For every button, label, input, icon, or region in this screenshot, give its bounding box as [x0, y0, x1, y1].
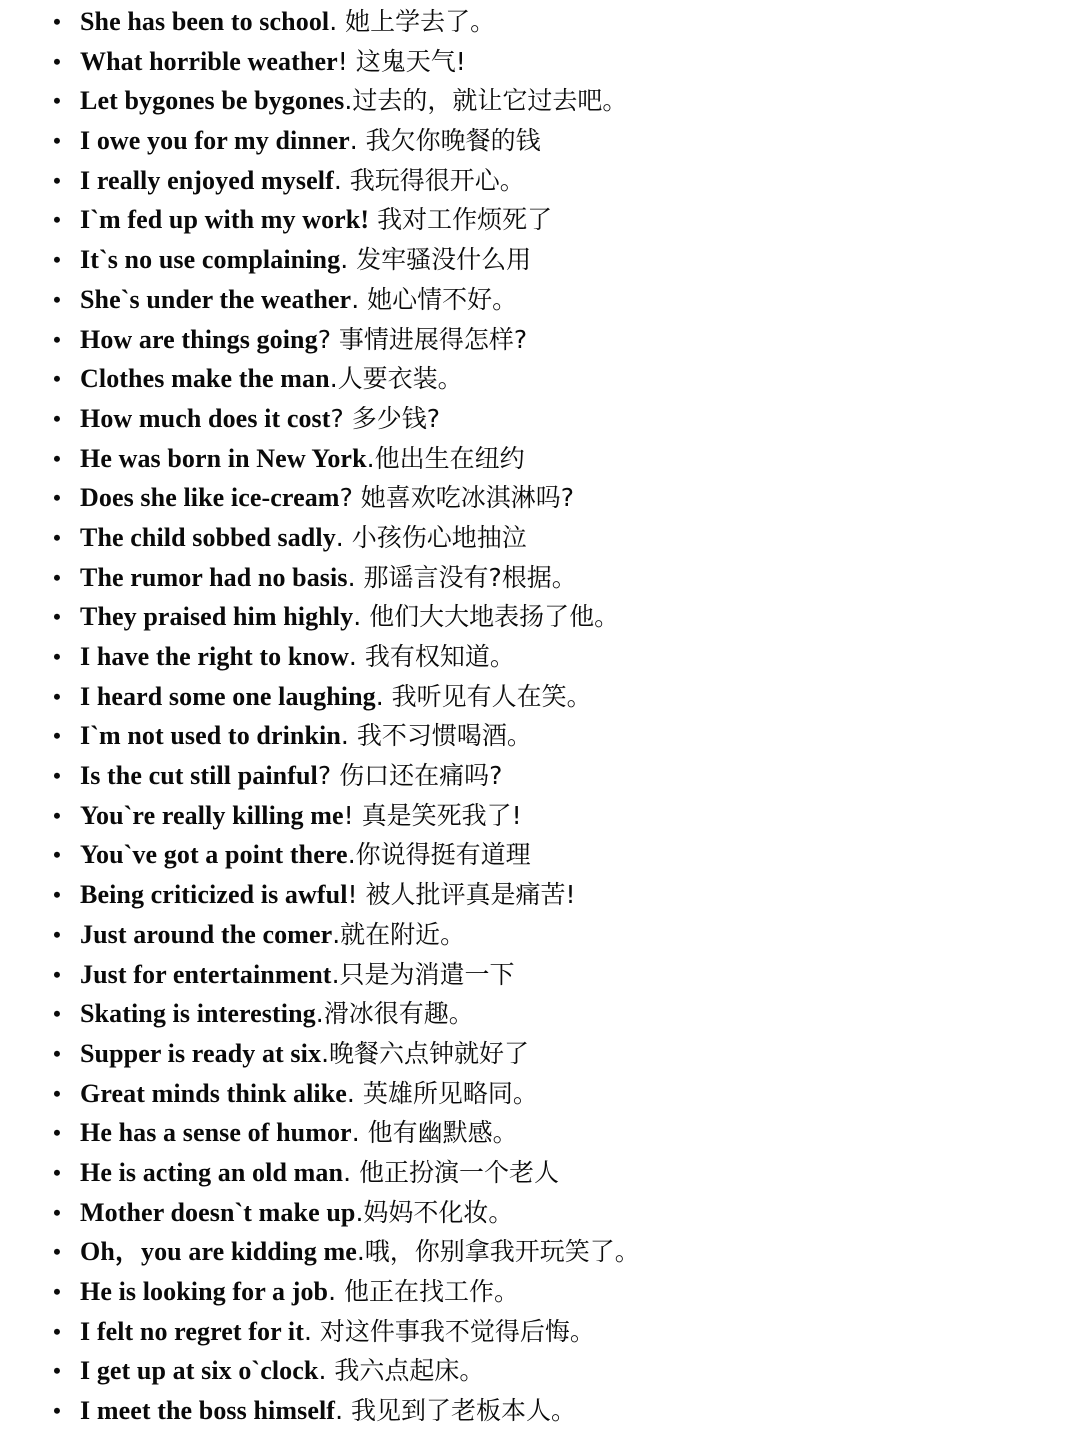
phrase-line [80, 1312, 595, 1352]
chinese-translation: .晚餐六点钟就好了 [321, 1038, 530, 1068]
bullet-icon: • [53, 247, 61, 273]
chinese-translation: . 我六点起床。 [318, 1356, 485, 1386]
phrase-line [80, 359, 463, 399]
phrase-item [0, 637, 1080, 677]
english-phrase: Does she like ice-cream [80, 483, 340, 513]
english-phrase: I felt no regret for it [80, 1316, 304, 1346]
phrase-line [80, 2, 495, 42]
chinese-translation: .他出生在纽约 [366, 443, 525, 473]
phrase-line [80, 637, 515, 677]
bullet-icon: • [53, 763, 61, 789]
phrase-item [0, 478, 1080, 518]
phrase-item [0, 1351, 1080, 1391]
phrase-line [80, 518, 527, 558]
chinese-translation: . 她心情不好。 [351, 284, 518, 314]
english-phrase: She`s under the weather [80, 284, 352, 314]
bullet-icon: • [53, 1358, 61, 1384]
chinese-translation: . 小孩伤心地抽泣 [335, 522, 527, 552]
chinese-translation: .你说得挺有道理 [347, 840, 531, 870]
phrase-item [0, 240, 1080, 280]
bullet-icon: • [53, 1120, 61, 1146]
bullet-icon: • [53, 286, 61, 312]
bullet-icon: • [53, 1040, 61, 1066]
bullet-icon: • [53, 921, 61, 947]
bullet-icon: • [53, 445, 61, 471]
phrase-item [0, 200, 1080, 240]
english-phrase: The child sobbed sadly [80, 522, 336, 552]
chinese-translation: .妈妈不化妆。 [355, 1197, 514, 1227]
english-phrase: He is looking for a job [80, 1277, 329, 1306]
chinese-translation: ? 多少钱? [330, 403, 441, 433]
chinese-translation: . 我玩得很开心。 [333, 165, 525, 195]
chinese-translation: .滑冰很有趣。 [315, 999, 474, 1029]
english-phrase: She has been to school [80, 7, 330, 36]
chinese-translation: .人要衣装。 [329, 364, 463, 394]
chinese-translation: . 我不习惯喝酒。 [340, 721, 532, 751]
english-phrase: I meet the boss himself [80, 1396, 336, 1426]
phrase-item [0, 518, 1080, 558]
chinese-translation: ? 她喜欢吃冰淇淋吗? [339, 483, 575, 513]
phrase-item [0, 875, 1080, 915]
phrase-line [80, 756, 502, 796]
bullet-icon: • [53, 1239, 61, 1265]
phrase-line [80, 1153, 559, 1193]
english-phrase: You`re really killing me [80, 800, 344, 830]
english-phrase: It`s no use complaining [80, 245, 341, 275]
bullet-icon: • [53, 644, 61, 669]
bullet-icon: • [53, 326, 61, 352]
english-phrase: Is the cut still painful [80, 761, 318, 791]
bullet-icon: • [53, 366, 61, 392]
english-phrase: You`ve got a point there [80, 840, 348, 870]
chinese-translation: . 她上学去了。 [329, 7, 496, 36]
bullet-icon: • [53, 1080, 61, 1106]
phrase-item [0, 359, 1080, 399]
phrase-line [80, 1193, 513, 1233]
chinese-translation: . 我有权知道。 [348, 642, 515, 671]
chinese-translation: . 发牢骚没什么用 [340, 245, 532, 275]
phrase-line [80, 399, 440, 439]
phrase-line [80, 1074, 538, 1114]
phrase-line [80, 1034, 529, 1074]
phrase-item [0, 994, 1080, 1034]
phrase-item [0, 2, 1080, 42]
english-phrase: I have the right to know [80, 642, 349, 671]
bullet-icon: • [53, 882, 61, 908]
phrase-item [0, 915, 1080, 955]
bullet-icon: • [53, 9, 61, 34]
bullet-icon: • [53, 961, 61, 987]
english-phrase: Mother doesn`t make up [80, 1197, 356, 1227]
phrase-line [80, 1272, 519, 1312]
chinese-translation: .哦，你别拿我开玩笑了。 [356, 1237, 640, 1267]
english-phrase: I owe you for my dinner [80, 126, 350, 156]
chinese-translation: . 他们大大地表扬了他。 [353, 602, 620, 632]
phrase-line [80, 161, 525, 201]
english-phrase: Just for entertainment [80, 959, 332, 989]
english-phrase: Let bygones be bygones [80, 86, 345, 116]
chinese-translation: .就在附近。 [332, 919, 466, 949]
english-phrase: I`m fed up with my work! [80, 205, 370, 235]
bullet-icon: • [53, 802, 61, 828]
bullet-icon: • [53, 604, 61, 630]
phrase-item [0, 558, 1080, 598]
phrase-item [0, 320, 1080, 360]
english-phrase: I`m not used to drinkin [80, 721, 341, 751]
bullet-icon: • [53, 1279, 61, 1304]
phrase-item [0, 597, 1080, 637]
bullet-icon: • [53, 1398, 61, 1424]
bullet-icon: • [53, 1001, 61, 1027]
chinese-translation: . 我听见有人在笑。 [375, 681, 592, 711]
phrase-item [0, 1272, 1080, 1312]
chinese-translation: . 那谣言没有?根据。 [347, 562, 577, 592]
english-phrase: How much does it cost [80, 403, 331, 433]
bullet-icon: • [53, 207, 61, 233]
phrase-line [80, 280, 517, 320]
phrase-line [80, 42, 466, 82]
chinese-translation: . 他正在找工作。 [328, 1277, 520, 1306]
phrase-line [80, 121, 541, 161]
bullet-icon: • [53, 524, 61, 550]
english-phrase: Clothes make the man [80, 364, 330, 394]
phrase-line [80, 915, 465, 955]
english-phrase: The rumor had no basis [80, 562, 348, 592]
english-phrase: Oh，you are kidding me [80, 1237, 357, 1267]
phrase-item [0, 1113, 1080, 1153]
bullet-icon: • [53, 842, 61, 868]
phrase-line [80, 1351, 484, 1391]
phrase-line [80, 597, 619, 637]
bullet-icon: • [53, 48, 61, 74]
phrase-item [0, 835, 1080, 875]
bullet-icon: • [53, 88, 61, 114]
english-phrase: I really enjoyed myself [80, 165, 334, 195]
chinese-translation: ? 事情进展得怎样? [317, 324, 528, 354]
chinese-translation: . 英雄所见略同。 [346, 1078, 538, 1108]
bullet-icon: • [53, 405, 61, 431]
chinese-translation: ? 伤口还在痛吗? [317, 761, 503, 791]
phrase-item [0, 161, 1080, 201]
bullet-icon: • [53, 1159, 61, 1185]
phrase-item [0, 1232, 1080, 1272]
english-phrase: He was born in New York [80, 443, 367, 473]
chinese-translation: ! 被人批评真是痛苦! [347, 880, 576, 910]
bullet-icon: • [53, 564, 61, 590]
phrase-line [80, 439, 525, 479]
phrase-line [80, 875, 576, 915]
phrase-item [0, 1193, 1080, 1233]
phrase-line [80, 835, 531, 875]
bullet-icon: • [53, 1199, 61, 1225]
phrase-item [0, 1074, 1080, 1114]
phrase-item [0, 756, 1080, 796]
phrase-line [80, 240, 531, 280]
english-phrase: He has a sense of humor [80, 1118, 352, 1148]
english-phrase: I get up at six o`clock [80, 1356, 319, 1386]
phrase-line [80, 558, 577, 598]
phrase-item [0, 121, 1080, 161]
bullet-icon: • [53, 167, 61, 193]
phrase-item [0, 280, 1080, 320]
phrase-item [0, 42, 1080, 82]
phrase-line [80, 1232, 640, 1272]
english-phrase: Being criticized is awful [80, 880, 348, 910]
phrase-line [80, 200, 552, 240]
phrase-line [80, 796, 522, 836]
chinese-translation: . 我见到了老板本人。 [335, 1396, 576, 1426]
phrase-item [0, 439, 1080, 479]
phrase-item [0, 796, 1080, 836]
english-phrase: Supper is ready at six [80, 1038, 322, 1068]
chinese-translation: ! 真是笑死我了! [343, 800, 522, 830]
chinese-translation: .只是为消遣一下 [331, 959, 515, 989]
chinese-translation: ! 这鬼天气! [337, 46, 466, 76]
phrase-line [80, 478, 574, 518]
phrase-item [0, 1153, 1080, 1193]
phrase-item [0, 1034, 1080, 1074]
phrase-line [80, 955, 515, 995]
chinese-translation: . 他正扮演一个老人 [343, 1157, 559, 1187]
bullet-icon: • [53, 683, 61, 709]
phrase-line [80, 994, 474, 1034]
phrase-line [80, 81, 627, 121]
chinese-translation: . 他有幽默感。 [351, 1118, 518, 1148]
bullet-icon: • [53, 1318, 61, 1344]
bullet-icon: • [53, 485, 61, 511]
phrase-item [0, 955, 1080, 995]
english-phrase: They praised him highly [80, 602, 354, 632]
english-phrase: Just around the comer [80, 919, 333, 949]
chinese-translation: . 对这件事我不觉得后悔。 [303, 1316, 595, 1346]
chinese-translation: 我对工作烦死了 [369, 205, 553, 235]
chinese-translation: .过去的，就让它过去吧。 [344, 86, 628, 116]
english-phrase: How are things going [80, 324, 318, 354]
phrase-line [80, 1113, 518, 1153]
phrase-item [0, 1312, 1080, 1352]
phrase-item [0, 716, 1080, 756]
english-phrase: I heard some one laughing [80, 681, 376, 711]
phrase-sheet [0, 2, 1080, 1431]
english-phrase: What horrible weather [80, 46, 338, 76]
english-phrase: Great minds think alike [80, 1078, 347, 1108]
chinese-translation: . 我欠你晚餐的钱 [349, 126, 541, 156]
english-phrase: Skating is interesting [80, 999, 316, 1029]
phrase-line [80, 716, 532, 756]
bullet-icon: • [53, 128, 61, 154]
phrase-line [80, 677, 592, 717]
phrase-item [0, 399, 1080, 439]
phrase-item [0, 81, 1080, 121]
phrase-line [80, 1391, 576, 1431]
phrase-item [0, 677, 1080, 717]
phrase-item [0, 1391, 1080, 1431]
english-phrase: He is acting an old man [80, 1157, 344, 1187]
phrase-line [80, 320, 527, 360]
phrase-list [0, 2, 1080, 1431]
bullet-icon: • [53, 723, 61, 749]
